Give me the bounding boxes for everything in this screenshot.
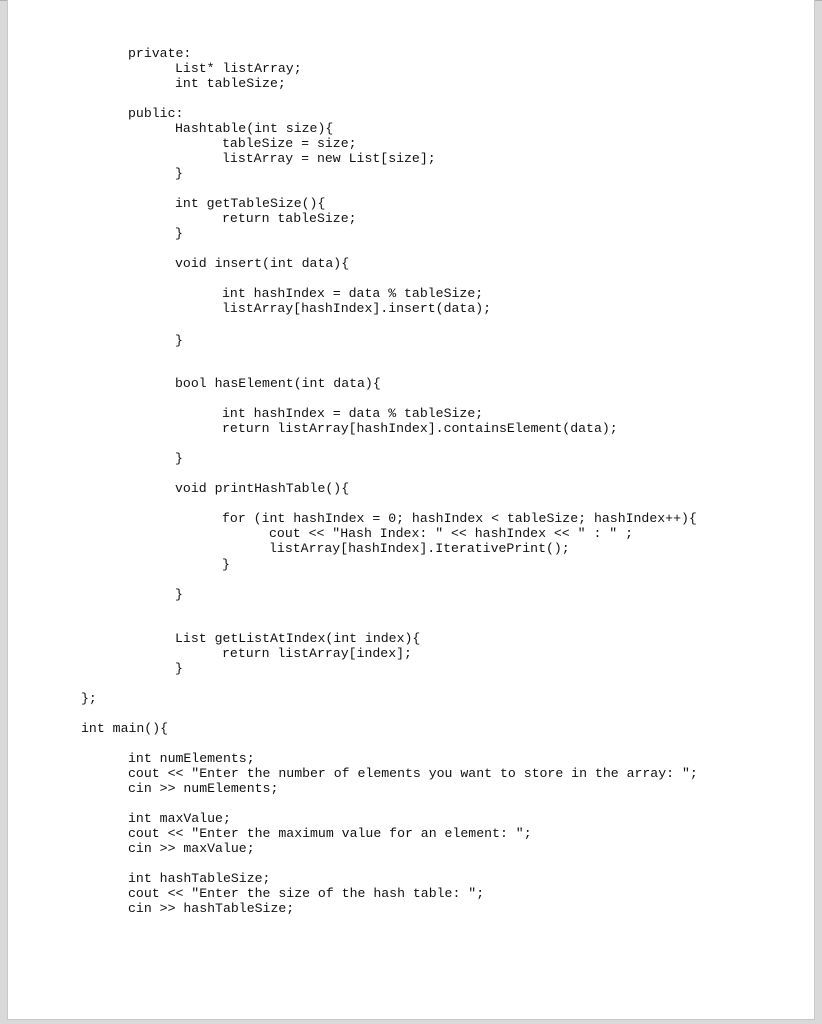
code-line: void printHashTable(){ <box>175 481 350 496</box>
code-line: cin >> maxValue; <box>128 841 255 856</box>
code-line: cout << "Enter the maximum value for an element: "; <box>128 826 532 841</box>
code-line: cout << "Enter the size of the hash table: "; <box>128 886 485 901</box>
code-line: int maxValue; <box>128 811 231 826</box>
code-line: listArray[hashIndex].insert(data); <box>222 301 492 316</box>
code-line: tableSize = size; <box>222 136 357 151</box>
code-line: cout << "Hash Index: " << hashIndex << " : " ; <box>269 526 634 541</box>
code-line: } <box>222 557 230 572</box>
code-line: } <box>175 226 183 241</box>
document-page <box>7 0 815 1020</box>
code-line: Hashtable(int size){ <box>175 121 334 136</box>
code-line: List getListAtIndex(int index){ <box>175 631 421 646</box>
code-line: cout << "Enter the number of elements you want to store in the array: "; <box>128 766 698 781</box>
code-line: List* listArray; <box>175 61 302 76</box>
code-line: int main(){ <box>81 721 169 736</box>
code-line: return listArray[index]; <box>222 646 412 661</box>
code-line: int tableSize; <box>175 76 286 91</box>
code-line: int hashIndex = data % tableSize; <box>222 286 484 301</box>
code-line: }; <box>81 691 97 706</box>
code-line: for (int hashIndex = 0; hashIndex < tableSize; hashIndex++){ <box>222 511 697 526</box>
code-line: } <box>175 333 183 348</box>
code-line: } <box>175 661 183 676</box>
code-line: void insert(int data){ <box>175 256 350 271</box>
code-line: } <box>175 451 183 466</box>
code-line: public: <box>128 106 184 121</box>
code-line: return listArray[hashIndex].containsElement(data); <box>222 421 618 436</box>
code-line: cin >> numElements; <box>128 781 279 796</box>
code-line: } <box>175 587 183 602</box>
code-line: } <box>175 166 183 181</box>
code-line: return tableSize; <box>222 211 357 226</box>
code-line: int numElements; <box>128 751 255 766</box>
code-line: listArray[hashIndex].IterativePrint(); <box>269 541 570 556</box>
code-line: bool hasElement(int data){ <box>175 376 381 391</box>
code-line: int getTableSize(){ <box>175 196 326 211</box>
code-line: int hashIndex = data % tableSize; <box>222 406 484 421</box>
code-line: cin >> hashTableSize; <box>128 901 295 916</box>
code-line: int hashTableSize; <box>128 871 271 886</box>
code-line: private: <box>128 46 192 61</box>
code-line: listArray = new List[size]; <box>222 151 436 166</box>
